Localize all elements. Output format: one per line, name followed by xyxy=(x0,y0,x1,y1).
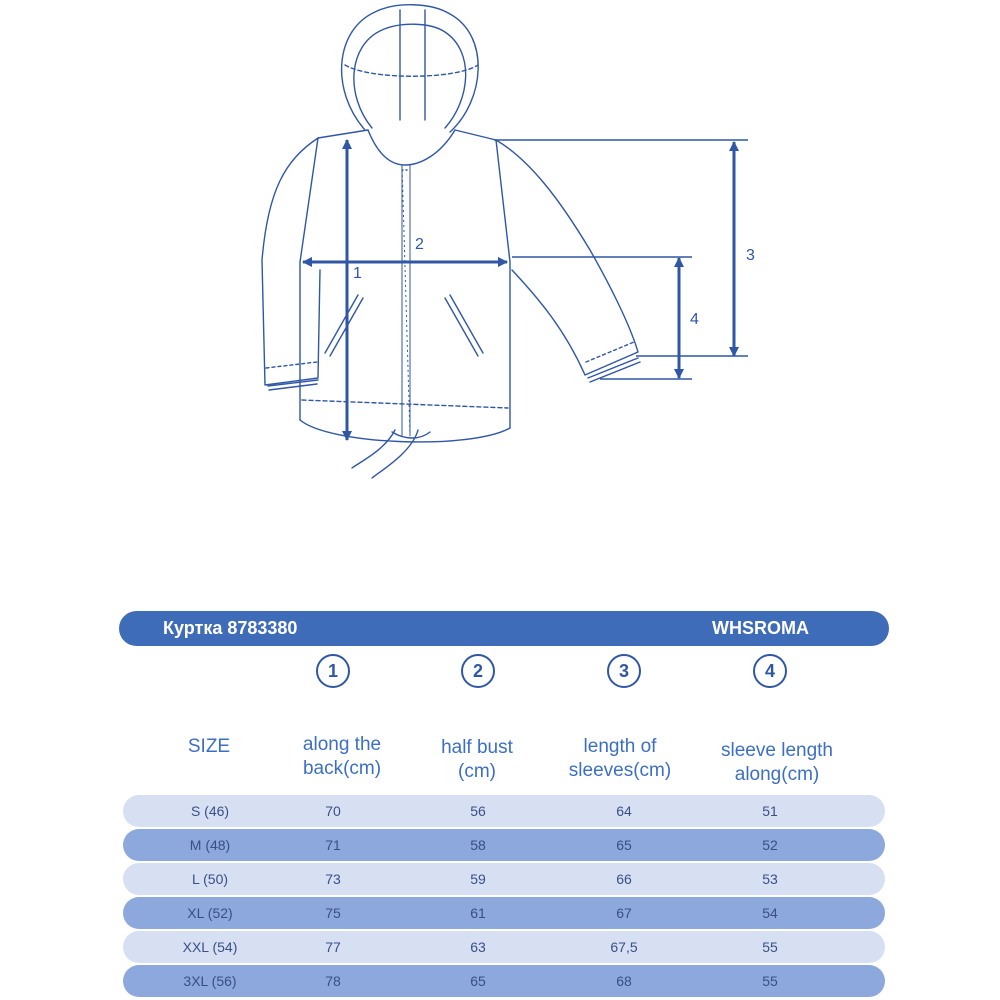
column-number-2: 2 xyxy=(461,654,495,688)
guide-lines xyxy=(494,140,748,379)
cell-length-sleeves: 64 xyxy=(616,803,632,819)
column-number-4: 4 xyxy=(753,654,787,688)
table-row xyxy=(123,965,885,997)
cell-along-back: 70 xyxy=(325,803,341,819)
column-number-1: 1 xyxy=(316,654,350,688)
cell-size: L (50) xyxy=(191,871,229,887)
header-size: SIZE xyxy=(187,736,231,757)
cell-size: M (48) xyxy=(189,837,231,853)
brand-name: WHSROMA xyxy=(712,618,809,638)
table-row xyxy=(123,863,885,895)
cell-length-sleeves: 66 xyxy=(616,871,632,887)
cell-sleeve-along: 53 xyxy=(762,871,778,887)
cell-sleeve-along: 55 xyxy=(762,939,778,955)
cell-sleeve-along: 55 xyxy=(762,973,778,989)
cell-size: 3XL (56) xyxy=(183,973,237,989)
cell-sleeve-along: 52 xyxy=(762,837,778,853)
header-sleeve-along: sleeve length along(cm) xyxy=(721,740,833,785)
cell-half-bust: 56 xyxy=(470,803,486,819)
jacket-drawing xyxy=(262,5,640,478)
cell-half-bust: 59 xyxy=(470,871,486,887)
measurement-labels xyxy=(353,236,755,328)
column-number-3: 3 xyxy=(607,654,641,688)
cell-half-bust: 63 xyxy=(470,939,486,955)
cell-sleeve-along: 51 xyxy=(762,803,778,819)
measurement-arrows xyxy=(303,140,734,440)
table-row xyxy=(123,795,885,827)
cell-half-bust: 61 xyxy=(470,905,486,921)
header-half-bust: half bust (cm) xyxy=(441,737,513,782)
product-title: Куртка 8783380 xyxy=(163,618,298,638)
cell-length-sleeves: 67,5 xyxy=(610,939,638,955)
cell-along-back: 71 xyxy=(325,837,341,853)
table-row xyxy=(123,897,885,929)
cell-size: XL (52) xyxy=(187,905,233,921)
cell-length-sleeves: 65 xyxy=(616,837,632,853)
cell-half-bust: 58 xyxy=(470,837,486,853)
cell-along-back: 77 xyxy=(325,939,341,955)
label-1: 1 xyxy=(353,265,362,282)
table-row xyxy=(123,829,885,861)
cell-length-sleeves: 67 xyxy=(616,905,632,921)
header-length-sleeves: length of sleeves(cm) xyxy=(568,736,672,781)
table-row xyxy=(123,931,885,963)
label-3: 3 xyxy=(746,247,755,264)
label-2: 2 xyxy=(415,236,424,253)
label-4: 4 xyxy=(690,311,699,328)
cell-size: XXL (54) xyxy=(182,939,238,955)
table-banner xyxy=(119,611,889,646)
cell-length-sleeves: 68 xyxy=(616,973,632,989)
cell-along-back: 73 xyxy=(325,871,341,887)
header-along-back: along the back(cm) xyxy=(302,734,382,779)
cell-half-bust: 65 xyxy=(470,973,486,989)
zipper-teeth xyxy=(402,165,410,436)
cell-sleeve-along: 54 xyxy=(762,905,778,921)
cell-along-back: 78 xyxy=(325,973,341,989)
cell-along-back: 75 xyxy=(325,905,341,921)
cell-size: S (46) xyxy=(190,803,230,819)
